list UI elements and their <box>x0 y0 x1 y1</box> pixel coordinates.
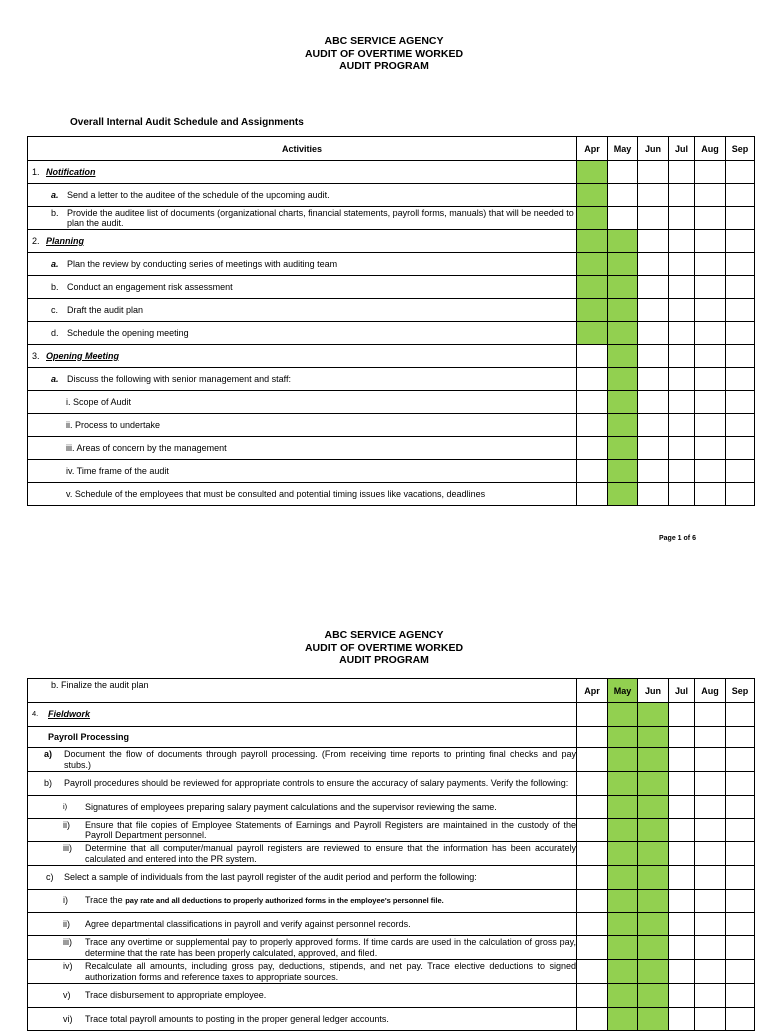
table-row <box>28 483 755 506</box>
table-row <box>28 913 755 936</box>
activities-header: Activities <box>28 137 577 161</box>
table-row <box>28 437 755 460</box>
table-row <box>28 276 755 299</box>
activity-cell: iii) Trace any overtime or supplemental pay to properly approved forms. If time cards are used in the calculation of gross pay, determine that the rate has been properly calculated, approved, and filed. <box>28 936 577 960</box>
activity-cell: a. Discuss the following with senior management and staff: <box>28 368 577 391</box>
table-row <box>28 368 755 391</box>
table-header-row <box>28 137 755 161</box>
table-row <box>28 184 755 207</box>
audit-title: AUDIT OF OVERTIME WORKED <box>304 641 464 654</box>
month-jul: Jul <box>669 679 695 703</box>
activity-cell: a. Plan the review by conducting series of meetings with auditing team <box>28 253 577 276</box>
schedule-subtitle: Overall Internal Audit Schedule and Assignments <box>70 117 304 128</box>
page1-header <box>0 35 768 73</box>
table-row <box>28 1008 755 1031</box>
activity-cell: v. Schedule of the employees that must be consulted and potential timing issues like vacations, deadlines <box>28 483 577 506</box>
table-row <box>28 936 755 960</box>
activity-cell: ii) Ensure that file copies of Employee Statements of Earnings and Payroll Registers are maintained in the custody of the Payroll Department personnel. <box>28 819 577 842</box>
table-row <box>28 842 755 866</box>
month-apr: Apr <box>577 679 608 703</box>
activity-cell: i) Signatures of employees preparing salary payment calculations and the supervisor reviewing the same. <box>28 796 577 819</box>
month-sep: Sep <box>726 679 755 703</box>
activity-cell: i. Scope of Audit <box>28 391 577 414</box>
program-title: AUDIT PROGRAM <box>339 654 429 666</box>
activity-cell: 2. Planning <box>28 230 577 253</box>
table-row <box>28 230 755 253</box>
table-row <box>28 391 755 414</box>
month-jun: Jun <box>638 679 669 703</box>
month-jul: Jul <box>669 137 695 161</box>
table-row <box>28 890 755 913</box>
table-row <box>28 866 755 890</box>
table-row <box>28 414 755 437</box>
month-aug: Aug <box>695 679 726 703</box>
activity-cell: 4. Fieldwork <box>28 703 577 727</box>
schedule-table-page2 <box>27 678 755 1031</box>
activity-cell: a. Send a letter to the auditee of the schedule of the upcoming audit. <box>28 184 577 207</box>
table-header-row <box>28 679 755 703</box>
table-row <box>28 207 755 230</box>
table-row <box>28 460 755 483</box>
month-may: May <box>608 679 638 703</box>
activity-cell: v) Trace disbursement to appropriate employee. <box>28 984 577 1008</box>
activity-cell: b. Conduct an engagement risk assessment <box>28 276 577 299</box>
table-row <box>28 299 755 322</box>
table-row <box>28 322 755 345</box>
table-row <box>28 703 755 727</box>
table-row <box>28 960 755 984</box>
activity-cell: ii) Agree departmental classifications in payroll and verify against personnel records. <box>28 913 577 936</box>
page-number: Page 1 of 6 <box>659 535 696 542</box>
table-row <box>28 345 755 368</box>
activity-cell: d. Schedule the opening meeting <box>28 322 577 345</box>
table-row <box>28 727 755 748</box>
table-row <box>28 772 755 796</box>
month-aug: Aug <box>695 137 726 161</box>
activity-cell: iii. Areas of concern by the management <box>28 437 577 460</box>
activity-cell: iv) Recalculate all amounts, including gross pay, deductions, stipends, and net pay. Trace elective deductions to signed authorization forms and reference taxes to appropriate sources. <box>28 960 577 984</box>
activity-cell: a) Document the flow of documents through payroll processing. (From receiving time reports to printing final checks and pay stubs.) <box>28 748 577 772</box>
table-row <box>28 161 755 184</box>
activity-cell: i) Trace the pay rate and all deductions to properly authorized forms in the employee's personnel file. <box>28 890 577 913</box>
activity-cell: b) Payroll procedures should be reviewed for appropriate controls to ensure the accuracy of salary payments. Verify the following: <box>28 772 577 796</box>
audit-title: AUDIT OF OVERTIME WORKED <box>304 47 464 60</box>
table-row <box>28 253 755 276</box>
activity-cell: b. Finalize the audit plan <box>28 679 577 703</box>
activity-cell: ii. Process to undertake <box>28 414 577 437</box>
month-may: May <box>608 137 638 161</box>
table-row <box>28 984 755 1008</box>
activity-cell: Payroll Processing <box>28 727 577 748</box>
page2-header <box>0 629 768 667</box>
activity-cell: iii) Determine that all computer/manual payroll registers are reviewed to ensure that the information has been accurately calculated and entered into the PR system. <box>28 842 577 866</box>
activity-cell: vi) Trace total payroll amounts to posting in the proper general ledger accounts. <box>28 1008 577 1031</box>
table-row <box>28 748 755 772</box>
program-title: AUDIT PROGRAM <box>339 60 429 72</box>
table-row <box>28 796 755 819</box>
schedule-table-page1 <box>27 136 755 506</box>
activity-cell: iv. Time frame of the audit <box>28 460 577 483</box>
activity-cell: 1. Notification <box>28 161 577 184</box>
agency-name: ABC SERVICE AGENCY <box>324 35 444 47</box>
activity-cell: b. Provide the auditee list of documents (organizational charts, financial statements, payroll forms, manuals) that will be needed to plan the audit. <box>28 207 577 230</box>
month-jun: Jun <box>638 137 669 161</box>
month-apr: Apr <box>577 137 608 161</box>
activity-cell: c. Draft the audit plan <box>28 299 577 322</box>
month-sep: Sep <box>726 137 755 161</box>
activity-cell: c) Select a sample of individuals from the last payroll register of the audit period and perform the following: <box>28 866 577 890</box>
activity-cell: 3. Opening Meeting <box>28 345 577 368</box>
agency-name: ABC SERVICE AGENCY <box>324 629 444 641</box>
table-row <box>28 819 755 842</box>
